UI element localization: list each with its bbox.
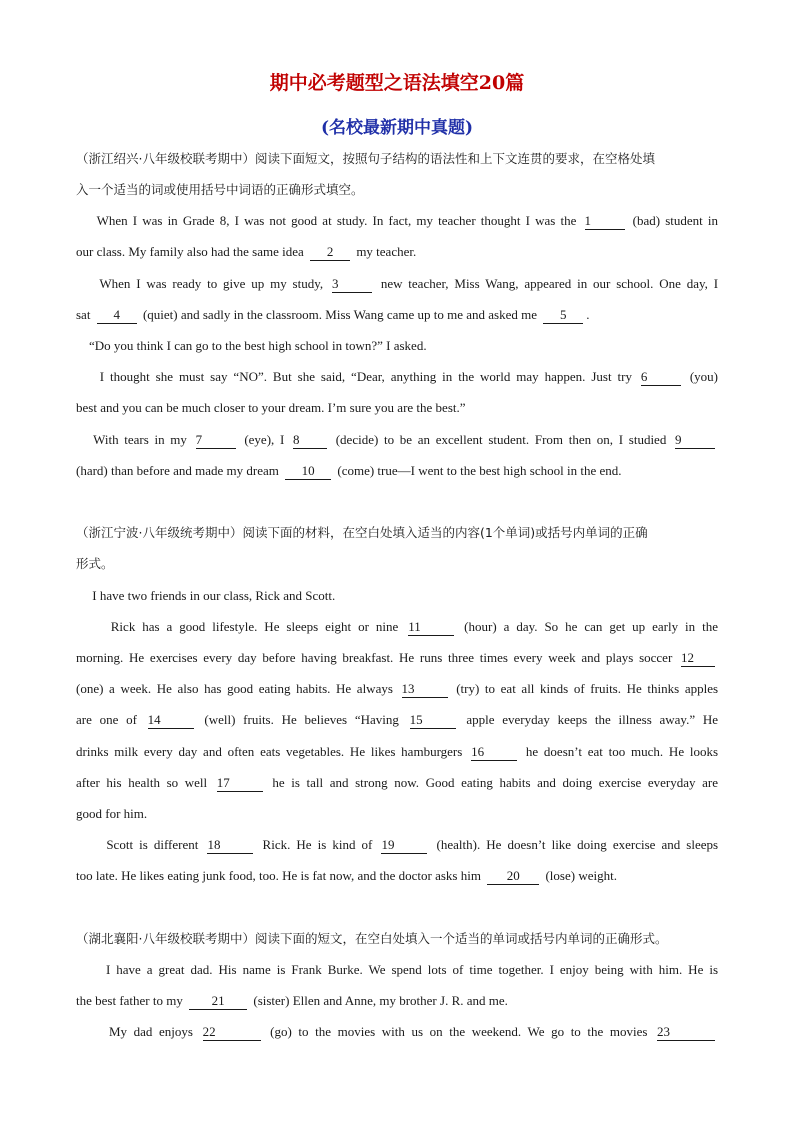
passage-line: With tears in my 7 (eye), I 8 (decide) to be an excellent student. From then on, I studied 9: [76, 429, 718, 451]
answer-blank[interactable]: 19: [381, 837, 427, 854]
passage-line: (one) a week. He also has good eating habits. He always 13 (try) to eat all kinds of fruits. He thinks apples: [76, 681, 719, 696]
answer-blank[interactable]: 2: [310, 244, 350, 261]
source-line: 形式。: [76, 556, 114, 571]
passage-line: sat 4 (quiet) and sadly in the classroom. Miss Wang came up to me and asked me 5 .: [76, 307, 590, 322]
passage-line: (hard) than before and made my dream 10 (come) true—I went to the best high school in the end.: [76, 463, 622, 478]
passage-line: I have a great dad. His name is Frank Burke. We spend lots of time together. I enjoy being with him. He is: [105, 962, 719, 977]
passage-line: drinks milk every day and often eats vegetables. He likes hamburgers 16 he doesn’t eat too much. He looks: [76, 744, 719, 759]
answer-blank[interactable]: 11: [408, 619, 454, 636]
passage-line: best and you can be much closer to your dream. I’m sure you are the best.”: [76, 400, 466, 415]
passage-line: “Do you think I can go to the best high school in town?” I asked.: [89, 338, 427, 353]
source-line: 入一个适当的词或使用括号中词语的正确形式填空。: [76, 182, 364, 197]
answer-blank[interactable]: 20: [487, 868, 539, 885]
source-line: （湖北襄阳·八年级校联考期中）阅读下面的短文，在空白处填入一个适当的单词或括号内单词的正确形式。: [76, 931, 668, 946]
document-subtitle: (名校最新期中真题): [320, 118, 474, 138]
source-line: （浙江宁波·八年级统考期中）阅读下面的材料，在空白处填入适当的内容(1个单词)或括号内单词的正确: [76, 525, 648, 540]
passage-line: our class. My family also had the same idea 2 my teacher.: [76, 244, 417, 259]
answer-blank[interactable]: 3: [332, 276, 372, 293]
answer-blank[interactable]: 14: [148, 712, 194, 729]
passage-line: the best father to my 21 (sister) Ellen and Anne, my brother J. R. and me.: [76, 993, 508, 1008]
answer-blank[interactable]: 16: [471, 744, 517, 761]
answer-blank[interactable]: 22: [203, 1024, 261, 1041]
answer-blank[interactable]: 5: [543, 307, 583, 324]
passage-line: I have two friends in our class, Rick and Scott.: [92, 588, 336, 603]
answer-blank[interactable]: 6: [641, 369, 681, 386]
passage-line: When I was ready to give up my study, 3 new teacher, Miss Wang, appeared in our school. One day, I: [99, 276, 719, 291]
answer-blank[interactable]: 23: [657, 1024, 715, 1041]
passage-line: When I was in Grade 8, I was not good at study. In fact, my teacher thought I was the 1 (bad) student in: [96, 213, 719, 228]
document-title: 期中必考题型之语法填空20篇: [269, 72, 525, 94]
answer-blank[interactable]: 15: [410, 712, 456, 729]
answer-blank[interactable]: 7: [196, 432, 236, 449]
answer-blank[interactable]: 10: [285, 463, 331, 480]
passage-line: good for him.: [76, 806, 148, 821]
passage-line: morning. He exercises every day before having breakfast. He runs three times every week and plays soccer 12: [76, 647, 718, 669]
passage-line: Rick has a good lifestyle. He sleeps eight or nine 11 (hour) a day. So he can get up early in the: [110, 619, 718, 634]
passage-line: after his health so well 17 he is tall and strong now. Good eating habits and doing exercise everyday are: [76, 775, 719, 790]
passage-line: My dad enjoys 22 (go) to the movies with us on the weekend. We go to the movies 23: [76, 1021, 718, 1043]
passage-line: are one of 14 (well) fruits. He believes “Having 15 apple everyday keeps the illness away.” He: [76, 712, 719, 727]
answer-blank[interactable]: 4: [97, 307, 137, 324]
passage-line: Scott is different 18 Rick. He is kind of 19 (health). He doesn’t like doing exercise and sleeps: [106, 837, 719, 852]
answer-blank[interactable]: 12: [681, 650, 715, 667]
answer-blank[interactable]: 21: [189, 993, 247, 1010]
answer-blank[interactable]: 8: [293, 432, 327, 449]
answer-blank[interactable]: 18: [207, 837, 253, 854]
answer-blank[interactable]: 9: [675, 432, 715, 449]
answer-blank[interactable]: 1: [585, 213, 625, 230]
answer-blank[interactable]: 13: [402, 681, 448, 698]
passage-line: too late. He likes eating junk food, too. He is fat now, and the doctor asks him 20 (lose) weight.: [76, 868, 617, 883]
answer-blank[interactable]: 17: [217, 775, 263, 792]
source-line: （浙江绍兴·八年级校联考期中）阅读下面短文，按照句子结构的语法性和上下文连贯的要求，在空格处填: [76, 151, 655, 166]
passage-line: I thought she must say “NO”. But she said, “Dear, anything in the world may happen. Just try 6 (you): [99, 369, 719, 384]
